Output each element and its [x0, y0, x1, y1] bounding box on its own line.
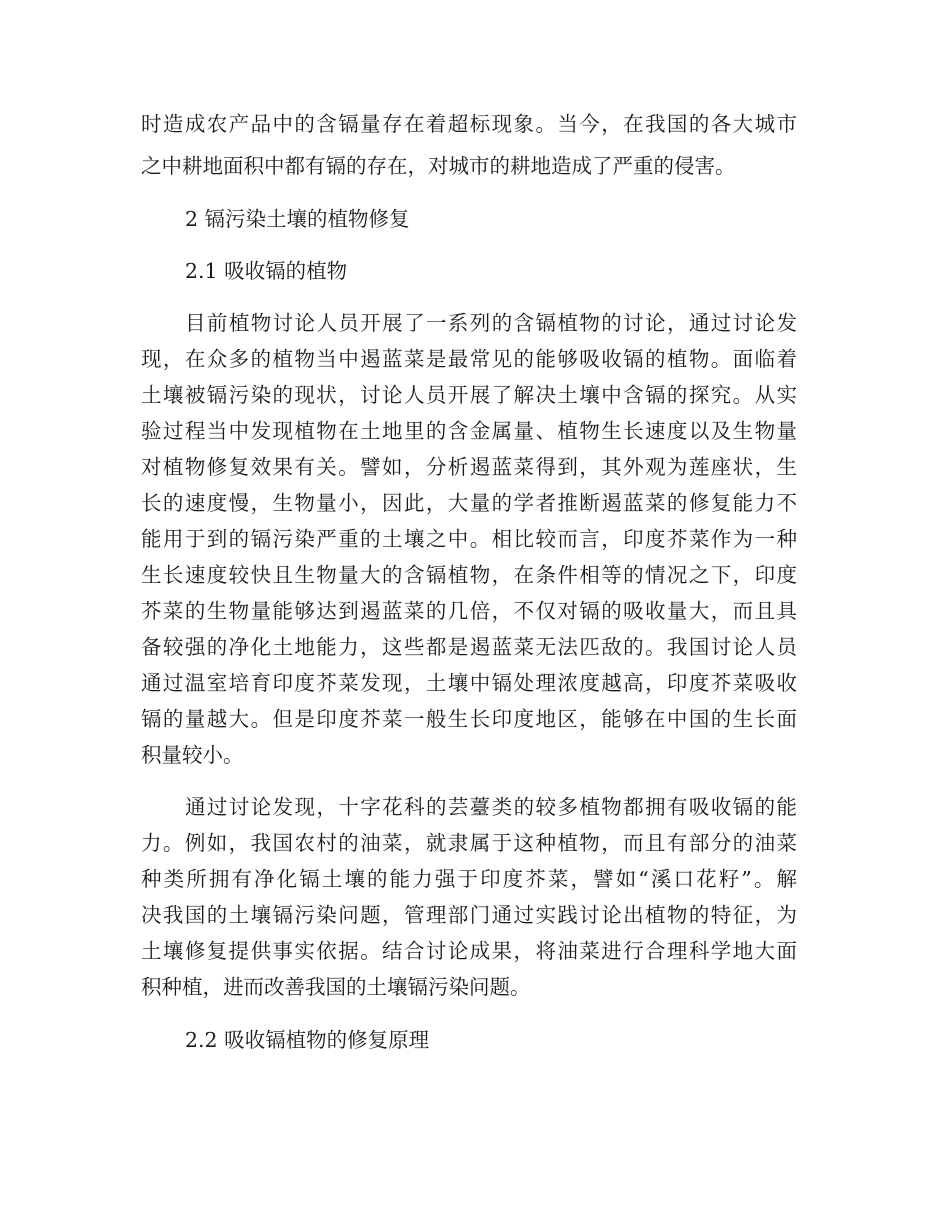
text-line: 镉的量越大。但是印度芥菜一般生长印度地区，能够在中国的生长面	[141, 707, 797, 731]
subsection-heading: 2.1 吸收镉的植物	[185, 259, 348, 283]
text-line: 时造成农产品中的含镉量存在着超标现象。当今，在我国的各大城市	[141, 112, 797, 136]
text-line: 之中耕地面积中都有镉的存在，对城市的耕地造成了严重的侵害。	[141, 154, 736, 178]
section-heading: 2 镉污染土壤的植物修复	[185, 207, 410, 231]
text-line: 备较强的净化土地能力，这些都是遏蓝菜无法匹敌的。我国讨论人员	[141, 635, 797, 659]
text-line: 长的速度慢，生物量小，因此，大量的学者推断遏蓝菜的修复能力不	[141, 491, 797, 515]
subsection-heading: 2.2 吸收镉植物的修复原理	[185, 1028, 430, 1052]
text-line: 对植物修复效果有关。譬如，分析遏蓝菜得到，其外观为莲座状，生	[141, 455, 797, 479]
text-line: 通过温室培育印度芥菜发现，土壤中镉处理浓度越高，印度芥菜吸收	[141, 671, 797, 695]
text-line: 能用于到的镉污染严重的土壤之中。相比较而言，印度芥菜作为一种	[141, 527, 797, 551]
text-line: 土壤被镉污染的现状，讨论人员开展了解决土壤中含镉的探究。从实	[141, 383, 797, 407]
text-line: 通过讨论发现，十字花科的芸薹类的较多植物都拥有吸收镉的能	[185, 795, 797, 819]
text-line: 生长速度较快且生物量大的含镉植物，在条件相等的情况之下，印度	[141, 563, 797, 587]
text-line: 验过程当中发现植物在土地里的含金属量、植物生长速度以及生物量	[141, 419, 797, 443]
text-line: 决我国的土壤镉污染问题，管理部门通过实践讨论出植物的特征，为	[141, 903, 797, 927]
text-line: 种类所拥有净化镉土壤的能力强于印度芥菜，譬如“溪口花籽”。解	[141, 867, 797, 891]
text-line: 目前植物讨论人员开展了一系列的含镉植物的讨论，通过讨论发	[185, 311, 797, 335]
text-line: 现，在众多的植物当中遏蓝菜是最常见的能够吸收镉的植物。面临着	[141, 347, 797, 371]
text-line: 土壤修复提供事实依据。结合讨论成果，将油菜进行合理科学地大面	[141, 939, 797, 963]
text-line: 力。例如，我国农村的油菜，就隶属于这种植物，而且有部分的油菜	[141, 831, 797, 855]
text-line: 积量较小。	[141, 743, 244, 767]
text-line: 积种植，进而改善我国的土壤镉污染问题。	[141, 975, 531, 999]
text-line: 芥菜的生物量能够达到遏蓝菜的几倍，不仅对镉的吸收量大，而且具	[141, 599, 797, 623]
